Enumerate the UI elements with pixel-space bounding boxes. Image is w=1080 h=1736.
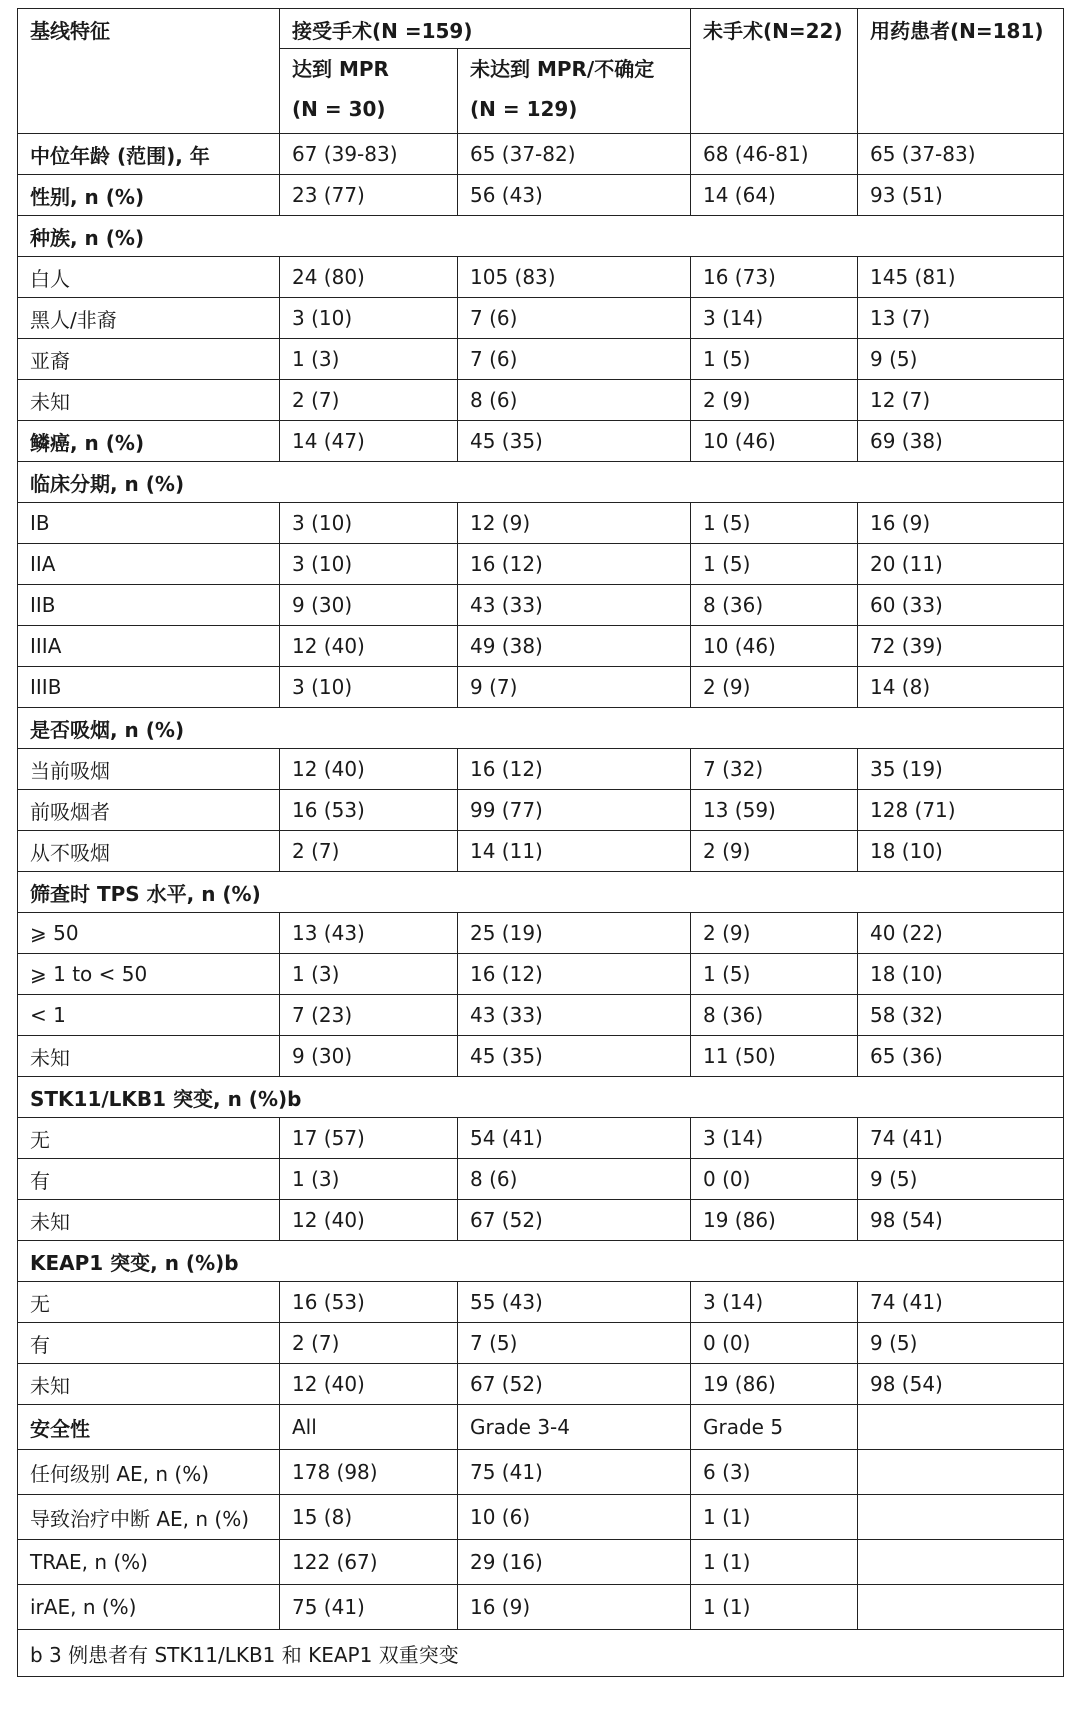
- row-label: 鳞癌, n (%): [18, 421, 280, 462]
- cell-value: 65 (37-83): [858, 134, 1064, 175]
- cell-value: 29 (16): [458, 1540, 691, 1585]
- cell-value: 75 (41): [458, 1450, 691, 1495]
- header-no-mpr-label: 未达到 MPR/不确定: [470, 57, 655, 81]
- cell-value: 12 (40): [280, 749, 458, 790]
- header-mpr-n: (N = 30): [292, 97, 386, 121]
- table-row: [18, 175, 1064, 216]
- cell-value: 65 (37-82): [458, 134, 691, 175]
- table-row: [18, 831, 1064, 872]
- row-label: 当前吸烟: [18, 749, 280, 790]
- table-row: [18, 1405, 1064, 1450]
- row-label: 黑人/非裔: [18, 298, 280, 339]
- cell-value: 18 (10): [858, 831, 1064, 872]
- cell-value: 128 (71): [858, 790, 1064, 831]
- table-row: [18, 257, 1064, 298]
- cell-value: 16 (53): [280, 790, 458, 831]
- row-label: 是否吸烟, n (%): [18, 708, 1064, 749]
- cell-value: 7 (5): [458, 1323, 691, 1364]
- cell-value: 12 (9): [458, 503, 691, 544]
- cell-value: 13 (43): [280, 913, 458, 954]
- cell-value: 19 (86): [691, 1200, 858, 1241]
- cell-value: 9 (7): [458, 667, 691, 708]
- cell-value: 43 (33): [458, 585, 691, 626]
- cell-value: 3 (10): [280, 503, 458, 544]
- cell-value: 12 (7): [858, 380, 1064, 421]
- cell-value: 2 (9): [691, 380, 858, 421]
- table-row: [18, 995, 1064, 1036]
- section-header-row: [18, 216, 1064, 257]
- cell-value: 68 (46-81): [691, 134, 858, 175]
- cell-value: 1 (5): [691, 954, 858, 995]
- cell-value: 98 (54): [858, 1364, 1064, 1405]
- table-row: [18, 913, 1064, 954]
- cell-value: 74 (41): [858, 1282, 1064, 1323]
- cell-value: 3 (10): [280, 544, 458, 585]
- table-row: [18, 339, 1064, 380]
- table-row: [18, 1118, 1064, 1159]
- cell-value: 12 (40): [280, 1200, 458, 1241]
- cell-value: 1 (1): [691, 1540, 858, 1585]
- section-header-row: [18, 1077, 1064, 1118]
- row-label: 任何级别 AE, n (%): [18, 1450, 280, 1495]
- cell-value: 3 (14): [691, 1282, 858, 1323]
- cell-value: 14 (11): [458, 831, 691, 872]
- row-label: 白人: [18, 257, 280, 298]
- cell-value: [858, 1585, 1064, 1630]
- row-label: ⩾ 1 to < 50: [18, 954, 280, 995]
- cell-value: 9 (30): [280, 585, 458, 626]
- header-baseline: 基线特征: [18, 9, 280, 134]
- cell-value: 40 (22): [858, 913, 1064, 954]
- cell-value: 16 (12): [458, 749, 691, 790]
- row-label: 无: [18, 1118, 280, 1159]
- cell-value: 60 (33): [858, 585, 1064, 626]
- cell-value: 14 (64): [691, 175, 858, 216]
- cell-value: 18 (10): [858, 954, 1064, 995]
- row-label: IIIA: [18, 626, 280, 667]
- table-row: [18, 1282, 1064, 1323]
- cell-value: 16 (12): [458, 954, 691, 995]
- table-row: [18, 1540, 1064, 1585]
- row-label: IIA: [18, 544, 280, 585]
- cell-value: 10 (46): [691, 421, 858, 462]
- section-header-row: [18, 1241, 1064, 1282]
- cell-value: 1 (5): [691, 339, 858, 380]
- row-label: ⩾ 50: [18, 913, 280, 954]
- cell-value: 49 (38): [458, 626, 691, 667]
- table-row: [18, 1036, 1064, 1077]
- cell-value: 2 (7): [280, 1323, 458, 1364]
- cell-value: 8 (6): [458, 380, 691, 421]
- cell-value: 58 (32): [858, 995, 1064, 1036]
- row-label: 导致治疗中断 AE, n (%): [18, 1495, 280, 1540]
- row-label: KEAP1 突变, n (%)b: [18, 1241, 1064, 1282]
- cell-value: 45 (35): [458, 1036, 691, 1077]
- cell-value: 16 (9): [458, 1585, 691, 1630]
- row-label: IIIB: [18, 667, 280, 708]
- cell-value: 19 (86): [691, 1364, 858, 1405]
- cell-value: 0 (0): [691, 1323, 858, 1364]
- cell-value: 9 (5): [858, 339, 1064, 380]
- baseline-characteristics-table: [17, 8, 1064, 1677]
- cell-value: 8 (36): [691, 585, 858, 626]
- cell-value: 2 (9): [691, 913, 858, 954]
- cell-value: 2 (9): [691, 667, 858, 708]
- cell-value: [858, 1540, 1064, 1585]
- cell-value: 8 (6): [458, 1159, 691, 1200]
- table-row: [18, 1364, 1064, 1405]
- row-label: TRAE, n (%): [18, 1540, 280, 1585]
- cell-value: 1 (5): [691, 544, 858, 585]
- cell-value: 178 (98): [280, 1450, 458, 1495]
- cell-value: [858, 1450, 1064, 1495]
- cell-value: 1 (3): [280, 339, 458, 380]
- row-label: irAE, n (%): [18, 1585, 280, 1630]
- cell-value: 10 (6): [458, 1495, 691, 1540]
- row-label: 种族, n (%): [18, 216, 1064, 257]
- baseline-table-container: [17, 8, 1064, 1677]
- footnote: b 3 例患者有 STK11/LKB1 和 KEAP1 双重突变: [18, 1630, 1064, 1677]
- cell-value: 75 (41): [280, 1585, 458, 1630]
- header-no-surgery: 未手术(N=22): [691, 9, 858, 134]
- cell-value: 9 (5): [858, 1323, 1064, 1364]
- cell-value: 67 (52): [458, 1364, 691, 1405]
- cell-value: 105 (83): [458, 257, 691, 298]
- cell-value: 93 (51): [858, 175, 1064, 216]
- cell-value: 74 (41): [858, 1118, 1064, 1159]
- table-row: [18, 1200, 1064, 1241]
- header-no-mpr: [458, 49, 691, 134]
- table-row: [18, 503, 1064, 544]
- cell-value: 72 (39): [858, 626, 1064, 667]
- table-row: [18, 790, 1064, 831]
- cell-value: 1 (3): [280, 1159, 458, 1200]
- cell-value: 145 (81): [858, 257, 1064, 298]
- row-label: STK11/LKB1 突变, n (%)b: [18, 1077, 1064, 1118]
- table-row: [18, 1585, 1064, 1630]
- row-label: 筛查时 TPS 水平, n (%): [18, 872, 1064, 913]
- table-row: [18, 544, 1064, 585]
- cell-value: 12 (40): [280, 1364, 458, 1405]
- row-label: 无: [18, 1282, 280, 1323]
- table-row: [18, 585, 1064, 626]
- row-label: 未知: [18, 380, 280, 421]
- header-mpr: [280, 49, 458, 134]
- cell-value: 1 (5): [691, 503, 858, 544]
- cell-value: 12 (40): [280, 626, 458, 667]
- cell-value: 2 (9): [691, 831, 858, 872]
- cell-value: 9 (30): [280, 1036, 458, 1077]
- cell-value: 65 (36): [858, 1036, 1064, 1077]
- table-row: [18, 380, 1064, 421]
- cell-value: 17 (57): [280, 1118, 458, 1159]
- cell-value: 35 (19): [858, 749, 1064, 790]
- cell-value: 1 (1): [691, 1585, 858, 1630]
- row-label: 未知: [18, 1200, 280, 1241]
- section-header-row: [18, 872, 1064, 913]
- table-row: [18, 134, 1064, 175]
- cell-value: 99 (77): [458, 790, 691, 831]
- cell-value: [858, 1405, 1064, 1450]
- cell-value: 69 (38): [858, 421, 1064, 462]
- cell-value: 55 (43): [458, 1282, 691, 1323]
- row-label: < 1: [18, 995, 280, 1036]
- row-label: 未知: [18, 1036, 280, 1077]
- cell-value: 1 (3): [280, 954, 458, 995]
- table-row: [18, 954, 1064, 995]
- cell-value: 45 (35): [458, 421, 691, 462]
- row-label: 有: [18, 1159, 280, 1200]
- row-label: 未知: [18, 1364, 280, 1405]
- header-no-mpr-n: (N = 129): [470, 97, 578, 121]
- cell-value: 16 (12): [458, 544, 691, 585]
- cell-value: 3 (10): [280, 667, 458, 708]
- cell-value: 6 (3): [691, 1450, 858, 1495]
- cell-value: All: [280, 1405, 458, 1450]
- section-header-row: [18, 708, 1064, 749]
- table-row: [18, 298, 1064, 339]
- cell-value: 98 (54): [858, 1200, 1064, 1241]
- cell-value: 16 (53): [280, 1282, 458, 1323]
- cell-value: 14 (47): [280, 421, 458, 462]
- cell-value: 10 (46): [691, 626, 858, 667]
- header-mpr-label: 达到 MPR: [292, 57, 389, 81]
- cell-value: Grade 3-4: [458, 1405, 691, 1450]
- row-label: IIB: [18, 585, 280, 626]
- table-row: [18, 749, 1064, 790]
- cell-value: 7 (23): [280, 995, 458, 1036]
- cell-value: 24 (80): [280, 257, 458, 298]
- cell-value: 11 (50): [691, 1036, 858, 1077]
- cell-value: 122 (67): [280, 1540, 458, 1585]
- row-label: 前吸烟者: [18, 790, 280, 831]
- cell-value: 16 (9): [858, 503, 1064, 544]
- cell-value: Grade 5: [691, 1405, 858, 1450]
- cell-value: 15 (8): [280, 1495, 458, 1540]
- table-body: [18, 134, 1064, 1630]
- header-treated: 用药患者(N=181): [858, 9, 1064, 134]
- row-label: IB: [18, 503, 280, 544]
- row-label: 从不吸烟: [18, 831, 280, 872]
- cell-value: 2 (7): [280, 380, 458, 421]
- cell-value: 3 (14): [691, 1118, 858, 1159]
- table-row: [18, 1450, 1064, 1495]
- cell-value: 56 (43): [458, 175, 691, 216]
- table-row: [18, 1495, 1064, 1540]
- table-row: [18, 421, 1064, 462]
- row-label: 性别, n (%): [18, 175, 280, 216]
- header-row-1: [18, 9, 1064, 49]
- cell-value: 1 (1): [691, 1495, 858, 1540]
- cell-value: 67 (52): [458, 1200, 691, 1241]
- cell-value: 54 (41): [458, 1118, 691, 1159]
- table-row: [18, 667, 1064, 708]
- table-row: [18, 1159, 1064, 1200]
- row-label: 有: [18, 1323, 280, 1364]
- cell-value: 67 (39-83): [280, 134, 458, 175]
- footnote-row: [18, 1630, 1064, 1677]
- row-label: 临床分期, n (%): [18, 462, 1064, 503]
- table-row: [18, 1323, 1064, 1364]
- row-label: 中位年龄 (范围), 年: [18, 134, 280, 175]
- table-row: [18, 626, 1064, 667]
- cell-value: 0 (0): [691, 1159, 858, 1200]
- cell-value: 2 (7): [280, 831, 458, 872]
- cell-value: 23 (77): [280, 175, 458, 216]
- section-header-row: [18, 462, 1064, 503]
- cell-value: 25 (19): [458, 913, 691, 954]
- header-surgery: 接受手术(N =159): [280, 9, 691, 49]
- row-label: 亚裔: [18, 339, 280, 380]
- cell-value: 7 (6): [458, 339, 691, 380]
- cell-value: 20 (11): [858, 544, 1064, 585]
- cell-value: 16 (73): [691, 257, 858, 298]
- cell-value: 13 (59): [691, 790, 858, 831]
- cell-value: 13 (7): [858, 298, 1064, 339]
- cell-value: 3 (14): [691, 298, 858, 339]
- cell-value: 9 (5): [858, 1159, 1064, 1200]
- cell-value: [858, 1495, 1064, 1540]
- cell-value: 14 (8): [858, 667, 1064, 708]
- cell-value: 8 (36): [691, 995, 858, 1036]
- cell-value: 3 (10): [280, 298, 458, 339]
- cell-value: 7 (6): [458, 298, 691, 339]
- row-label: 安全性: [18, 1405, 280, 1450]
- cell-value: 7 (32): [691, 749, 858, 790]
- cell-value: 43 (33): [458, 995, 691, 1036]
